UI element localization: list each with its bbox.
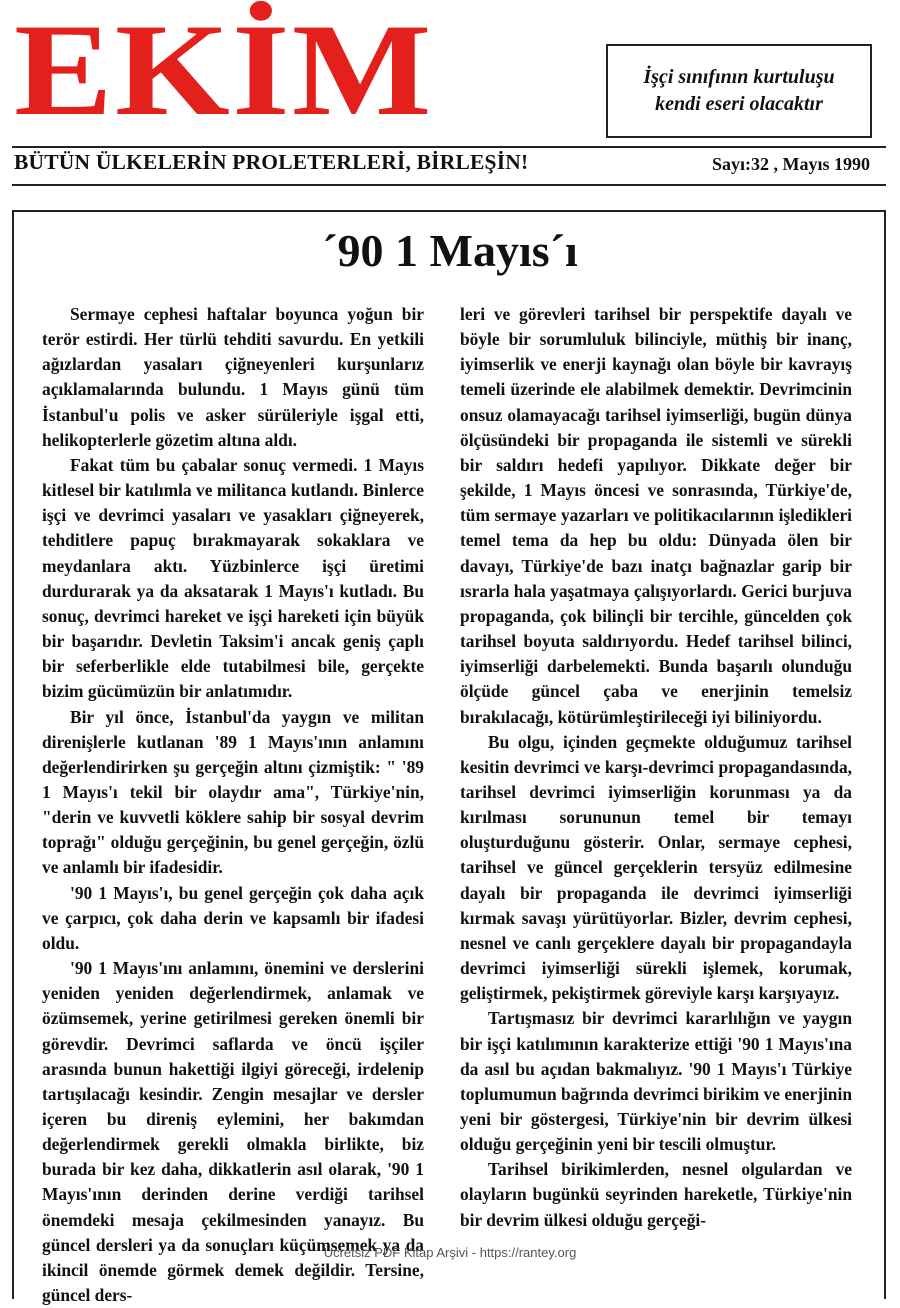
paragraph: leri ve görevleri tarihsel bir perspektife dayalı ve böyle bir sorumluluk bilinciyle, müthiş bir inanç, iyimserlik ve enerji kaynağı olan böyle bir kavrayış temeli üzerinde ele alabilmek demektir. Devrimcinin onsuz olamayacağı tarihsel iyimserliği, bugün dünya ölçüsündeki bir propaganda ile sistemli ve sürekli bir saldırı hedefi yapılıyor. Dikkate değer bir şekilde, 1 Mayıs öncesi ve sonrasında, Türkiye'de, tüm sermaye yazarları ve politikacılarının işledikleri temel tema da hep bu oldu: Dünyada ölen bir davayı, Türkiye'de bazı inatçı bağnazlar garip bir ısrarla hala yaşatmaya çalışıyorlardı. Gerici burjuva propaganda, çok bilinçli bir tercihle, güncelden çok tarihsel boyuta saldırıyordu. Hedef tarihsel bilinci, iyimserliği darbelemekti. Bunda başarılı olunduğu ölçüde güncel çaba ve enerjinin temelsiz bırakılacağı, kötürümleştirileceği iyi biliniyordu. xyxy=(460,304,852,727)
article-column-right xyxy=(460,302,852,1287)
article-column-left xyxy=(42,302,424,1306)
issue-info: Sayı:32 , Mayıs 1990 xyxy=(711,154,870,174)
paragraph: '90 1 Mayıs'ı, bu genel gerçeğin çok daha açık ve çarpıcı, çok daha derin ve kapsamlı bir ifadesi oldu. xyxy=(42,882,424,953)
paragraph: Tarihsel birikimlerden, nesnel olgulardan ve olayların bugünkü seyrinden hareketle, Türkiye'nin bir devrim ülkesi olduğu gerçeği- xyxy=(460,1159,852,1230)
header-rule-bottom xyxy=(12,184,886,186)
paragraph: '90 1 Mayıs'ını anlamını, önemini ve derslerini yeniden yeniden değerlendirmek, anlamak ve özümsemek, yerine getirilmesi gereken önemli bir görevdir. Devrimci saflarda ve öncü işçiler arasında bunun hakettiği ilgiyi göreceği, irdelenip tartışılacağı kesindir. Zengin mesajlar ve dersler içeren bu direniş eylemini, her bakımdan değerlendirmek gerekli olmakla birlikte, biz burada bir kez daha, dikkatlerin asıl olarak, '90 1 Mayıs'ının derinden derine verdiği tarihsel önemdeki mesaja çekilmesinden yanayız. Bu güncel dersleri ya da sonuçları küçümsemek ya da ikincil önemde görmek demek değildir. Tersine, güncel ders- xyxy=(42,958,424,1306)
header-rule-top xyxy=(12,146,886,148)
paragraph: Bir yıl önce, İstanbul'da yaygın ve militan direnişlerle kutlanan '89 1 Mayıs'ının anlamını değerlendirirken şu gerçeğin altını çizmiştik: " '89 1 Mayıs'ı tekil bir olaydır ama", Türkiye'nin, "derin ve kuvvetli köklere sahip bir sosyal devrim toprağı" olduğu gerçeğinin, bu genel gerçeğin, özlü ve anlamlı bir ifadesidir. xyxy=(42,706,424,878)
masthead-slogan: BÜTÜN ÜLKELERİN PROLETERLERİ, BİRLEŞİN! xyxy=(14,150,529,174)
archive-watermark: Ücretsiz PDF Kitap Arşivi - https://rantey.org xyxy=(323,1245,577,1260)
paragraph: Bu olgu, içinden geçmekte olduğumuz tarihsel kesitin devrimci ve karşı-devrimci propagandasında, tarihsel devrimci iyimserliğin korunması ya da kırılması sorununun temel bir temayı oluşturduğunu gösterir. Onlar, sermaye cephesi, tarihsel ve güncel gerçeklerin tersyüz edilmesine dayalı bir propaganda ile devrimci iyimserliği kırmak savaşı yürütüyorlar. Bizler, devrim cephesi, nesnel ve canlı gerçeklere dayalı bir propagandayla devrimci iyimserliği sürekli işlemek, korumak, geliştirmek, pekiştirmek göreviyle karşı karşıyayız. xyxy=(460,731,852,1004)
paragraph: Fakat tüm bu çabalar sonuç vermedi. 1 Mayıs kitlesel bir katılımla ve militanca kutlandı. Binlerce işçi ve devrimci yasaları ve yasakları çiğneyerek, tehditlere papuç bırakmayarak sokaklara ve meydanlara aktı. Yüzbinlerce işçi üretimi durdurarak ya da aksatarak 1 Mayıs'ı kutladı. Bu sonuç, devrimci hareket ve işçi hareketi için büyük bir başarıdır. Devletin Taksim'i ancak geniş çaplı bir seferberlikle elde tutabilmesi bile, gerçekte bizim gücümüzün bir anlatımıdır. xyxy=(42,454,424,702)
article-title: ´90 1 Mayıs´ı xyxy=(322,225,578,276)
motto-box xyxy=(606,44,872,138)
motto-line-2: kendi eseri olacaktır xyxy=(655,93,823,115)
motto-line-1: İşçi sınıfının kurtuluşu xyxy=(643,66,835,88)
paragraph: Sermaye cephesi haftalar boyunca yoğun bir terör estirdi. Her türlü tehditi savurdu. En yetkili ağızlardan yasaları çiğneyenleri kurşunlarız açıklamalarında bulundu. 1 Mayıs günü tüm İstanbul'u polis ve asker sürüleriyle işgal etti, helikopterlerle gözetim altına aldı. xyxy=(42,304,424,450)
paragraph: Tartışmasız bir devrimci kararlılığın ve yaygın bir işçi katılımının karakterize ettiği '90 1 Mayıs'ına da asıl bu açıdan bakmalıyız. '90 1 Mayıs'ı Türkiye toplumumun bağrında devrimci birikim ve enerjinin yeni bir göstergesi, Türkiye'nin bir devrim ülkesi olduğu gerçeğinin yeni bir tescili olmuştur. xyxy=(460,1008,852,1155)
ekim-logo: EKİM xyxy=(14,0,434,143)
